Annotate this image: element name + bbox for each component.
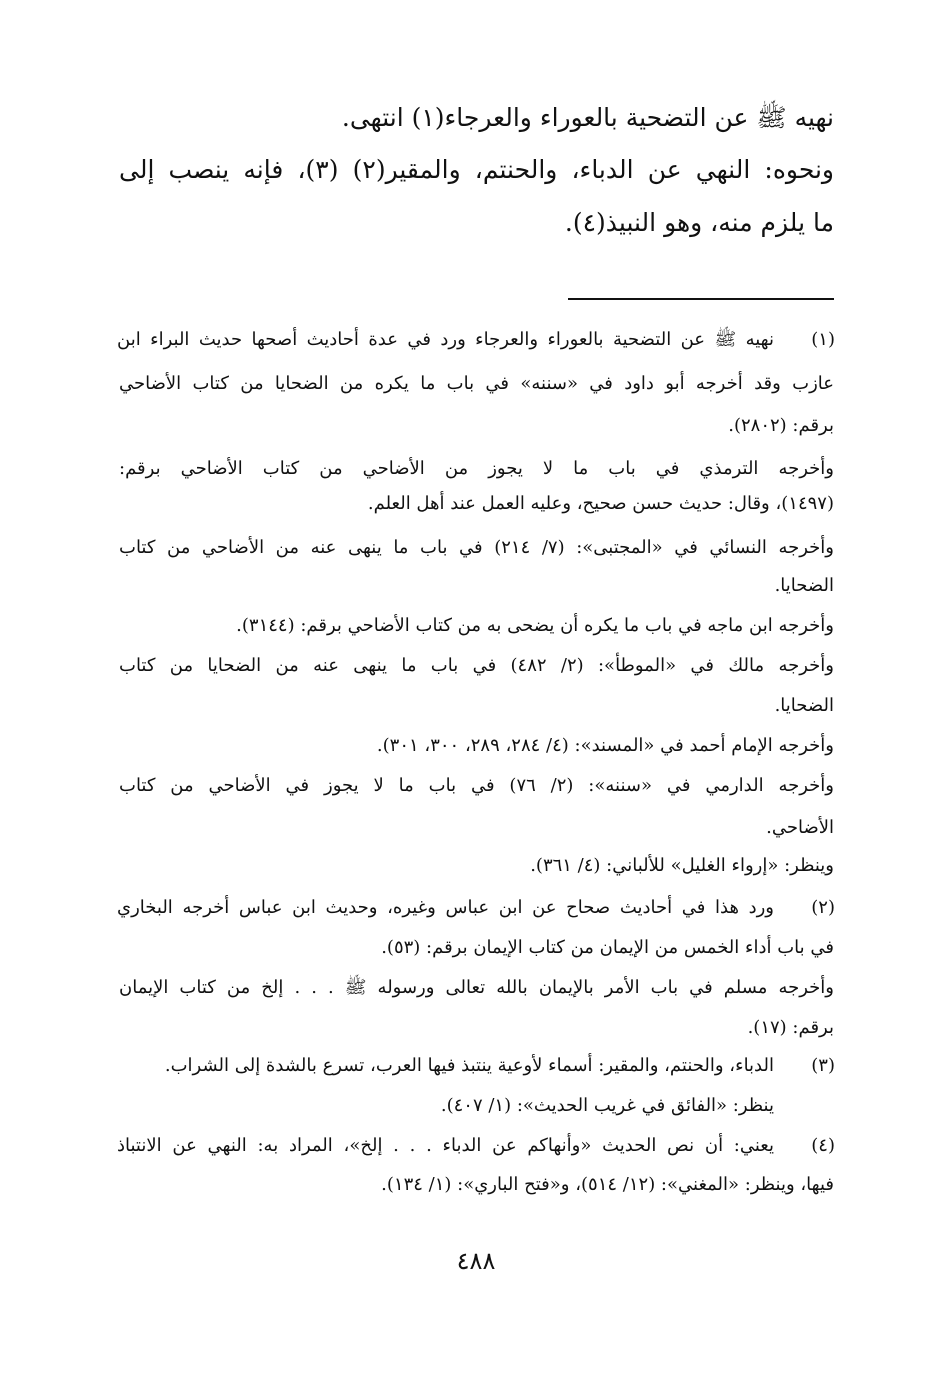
- page-number: ٤٨٨: [456, 1247, 496, 1275]
- footnote-separator: [568, 298, 834, 300]
- footnote-1-line-11: وأخرجه الإمام أحمد في «المسند»: (٤/ ٢٨٤، ٢٨٩، ٣٠٠، ٣٠١).: [376, 735, 834, 756]
- footnote-1-line-3: برقم: (٢٨٠٢).: [728, 415, 834, 436]
- footnote-1-line-7: الضحايا.: [774, 575, 834, 596]
- footnote-4-line-1: يعني: أن نص الحديث «وأنهاكم عن الدباء . . . إلخ»، المراد به: النهي عن الانتباذ: [117, 1135, 774, 1156]
- footnote-1-line-12: وأخرجه الدارمي في «سننه»: (٢/ ٧٦) في باب ما لا يجوز في الأضاحي من كتاب: [119, 775, 834, 796]
- footnote-1-line-6: وأخرجه النسائي في «المجتبى»: (٧/ ٢١٤) في باب ما ينهى عنه من الأضاحي من كتاب: [119, 537, 835, 558]
- footnote-3-line-1: الدباء، والحنتم، والمقير: أسماء لأوعية ينتبذ فيها العرب، تسرع بالشدة إلى الشراب.: [164, 1055, 774, 1076]
- footnote-1-line-1: نهيه ﷺ عن التضحية بالعوراء والعرجاء ورد في عدة أحاديث أصحها حديث البراء ابن: [117, 329, 774, 350]
- footnote-1-line-2: عازب وقد أخرجه أبو داود في «سننه» في باب ما يكره من الضحايا من كتاب الأضاحي: [119, 373, 834, 394]
- footnote-2-line-2: في باب أداء الخمس من الإيمان من كتاب الإيمان برقم: (٥٣).: [381, 937, 834, 958]
- footnote-number-1: (١): [811, 329, 835, 350]
- footnote-2-line-1: ورد هذا في أحاديث صحاح عن ابن عباس وغيره، وحديث ابن عباس أخرجه البخاري: [117, 897, 774, 918]
- footnote-2-line-4: برقم: (١٧).: [747, 1017, 834, 1038]
- main-text-line-1: نهيه ﷺ عن التضحية بالعوراء والعرجاء(١) انتهى.: [341, 103, 834, 132]
- main-text-line-2: ونحوه: النهي عن الدباء، والحنتم، والمقير(٢) (٣)، فإنه ينصب إلى: [119, 155, 834, 184]
- footnote-1-line-13: الأضاحي.: [766, 817, 834, 838]
- footnote-1-line-5: (١٤٩٧)، وقال: حديث حسن صحيح، وعليه العمل عند أهل العلم.: [367, 493, 834, 514]
- footnote-number-3: (٣): [811, 1055, 835, 1076]
- main-text-line-3: ما يلزم منه، وهو النبيذ(٤).: [564, 208, 834, 237]
- footnote-number-2: (٢): [811, 897, 835, 918]
- footnote-1-line-8: وأخرجه ابن ماجه في باب ما يكره أن يضحى به من كتاب الأضاحي برقم: (٣١٤٤).: [236, 615, 834, 636]
- footnote-1-line-4: وأخرجه الترمذي في باب ما لا يجوز من الأضاحي من كتاب الأضاحي برقم:: [119, 458, 834, 479]
- footnote-2-line-3: وأخرجه مسلم في باب الأمر بالإيمان بالله تعالى ورسوله ﷺ . . . إلخ من كتاب الإيمان: [119, 977, 834, 998]
- footnote-1-line-10: الضحايا.: [774, 695, 834, 716]
- footnote-number-4: (٤): [811, 1135, 835, 1156]
- footnote-1-line-9: وأخرجه مالك في «الموطأ»: (٢/ ٤٨٢) في باب ما ينهى عنه من الضحايا من كتاب: [119, 655, 834, 676]
- footnote-3-line-2: ينظر: «الفائق في غريب الحديث»: (١/ ٤٠٧).: [440, 1095, 774, 1116]
- footnote-1-line-14: وينظر: «إرواء الغليل» للألباني: (٤/ ٣٦١).: [530, 855, 834, 876]
- footnote-4-line-2: فيها، وينظر: «المغني»: (١٢/ ٥١٤)، و«فتح الباري»: (١/ ١٣٤).: [381, 1174, 834, 1195]
